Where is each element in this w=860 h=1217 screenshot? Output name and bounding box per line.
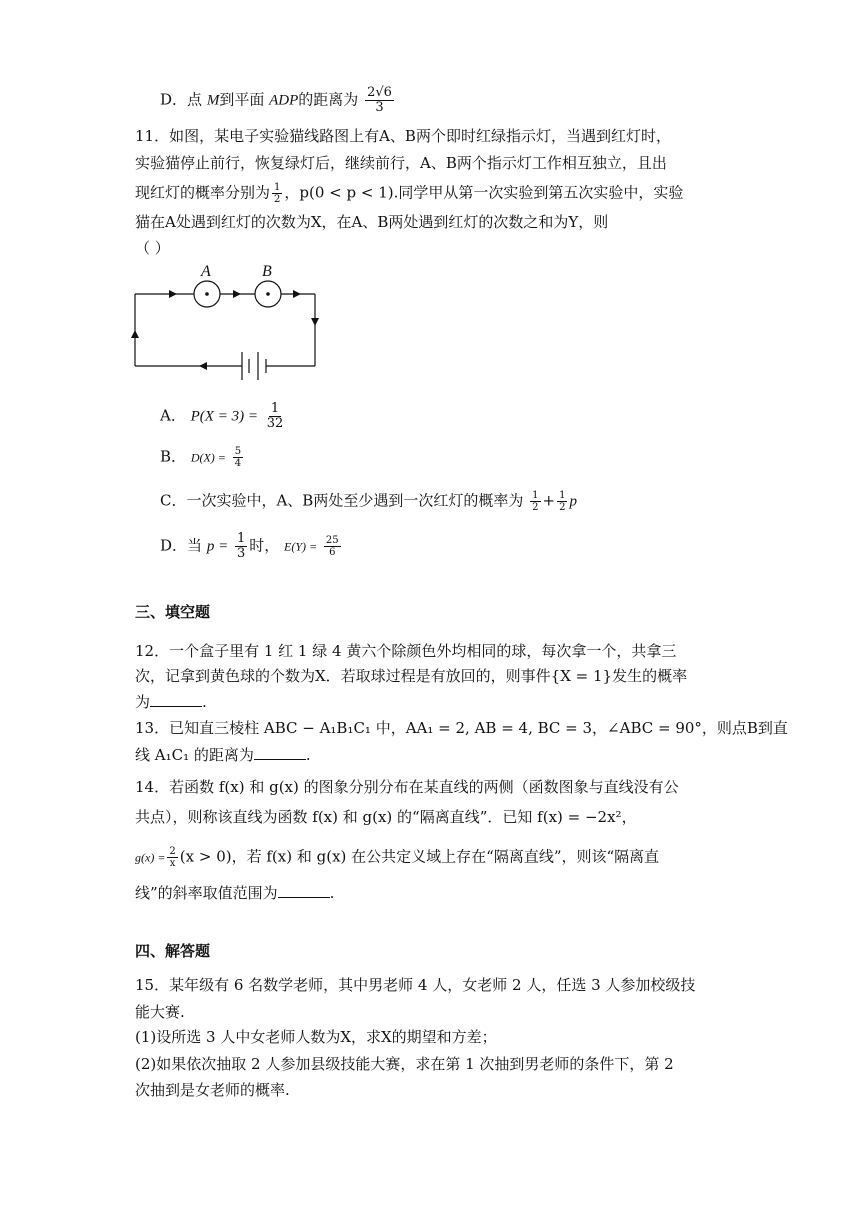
circuit-diagram: [125, 258, 335, 383]
q11-line3: 现红灯的概率分别为 $\frac{1}{2}$ ，p(0 < p < 1).同学甲从第一次实验到第五次实验中，实验: [135, 182, 684, 205]
q15-line3: (1)设所选 3 人中女老师人数为X，求X的期望和方差；: [135, 1028, 497, 1046]
q11-line4: 猫在A处遇到红灯的次数为X，在A、B两处遇到红灯的次数之和为Y，则: [135, 213, 609, 231]
q15-line4: (2)如果依次抽取 2 人参加县级技能大赛，求在第 1 次抽到男老师的条件下，第 2: [135, 1055, 674, 1073]
q15-line2: 能大赛.: [135, 1003, 185, 1021]
q11-option-b: B． D(X) = $\frac{5}{4}$: [160, 446, 242, 469]
q14-line1: 14．若函数 f(x) 和 g(x) 的图象分别分布在某直线的两侧（函数图象与直线没有公: [135, 778, 679, 796]
q11-option-d: D．当 p = $\frac{1}{3}$ 时， E(Y) = $\frac{25}{6}$: [160, 531, 339, 561]
q11-option-c: C．一次实验中，A、B两处至少遇到一次红灯的概率为 $\frac{1}{2}$ + $\frac{1}{2}$ p: [160, 490, 577, 513]
q14-line2: 共点），则称该直线为函数 f(x) 和 g(x) 的“隔离直线”．已知 f(x) = −2x²，: [135, 808, 637, 826]
q11-option-a: A． P(X = 3) = $\frac{1}{32}$: [160, 401, 284, 431]
q15-line1: 15．某年级有 6 名数学老师，其中男老师 4 人，女老师 2 人，任选 3 人参加校级技: [135, 976, 696, 994]
q12-line1: 12．一个盒子里有 1 红 1 绿 4 黄六个除颜色外均相同的球，每次拿一个，共拿三: [135, 642, 677, 660]
answer-blank[interactable]: [278, 883, 330, 898]
q13-line2: 线 A₁C₁ 的距离为 .: [135, 746, 311, 764]
section-3-title: 三、填空题: [135, 603, 211, 621]
answer-blank[interactable]: [150, 692, 202, 707]
q12-line3: 为 .: [135, 693, 207, 711]
q11-paren: （ ）: [135, 239, 170, 257]
label-b: B: [262, 263, 272, 280]
q11-line1: 11．如图，某电子实验猫线路图上有A、B两个即时红绿指示灯，当遇到红灯时，: [135, 127, 671, 145]
q14-line3: g(x) = $\frac{2}{x}$ (x > 0)，若 f(x) 和 g(x) 在公共定义域上存在“隔离直线”，则该“隔离直: [135, 846, 660, 869]
q15-line5: 次抽到是女老师的概率.: [135, 1081, 290, 1099]
q12-line2: 次，记拿到黄色球的个数为X．若取球过程是有放回的，则事件{X = 1}发生的概率: [135, 667, 688, 685]
section-4-title: 四、解答题: [135, 942, 211, 960]
q13-line1: 13．已知直三棱柱 ABC − A₁B₁C₁ 中，AA₁ = 2, AB = 4, BC = 3，∠ABC = 90°，则点B到直: [135, 719, 788, 737]
label-a: A: [201, 263, 211, 280]
q11-line2: 实验猫停止前行，恢复绿灯后，继续前行，A、B两个指示灯工作相互独立，且出: [135, 154, 667, 172]
q14-line4: 线”的斜率取值范围为 .: [135, 884, 335, 902]
answer-blank[interactable]: [254, 745, 306, 760]
q10-option-d: D．点 M到平面 ADP的距离为 $\frac{2√6}{3}$: [160, 85, 392, 115]
